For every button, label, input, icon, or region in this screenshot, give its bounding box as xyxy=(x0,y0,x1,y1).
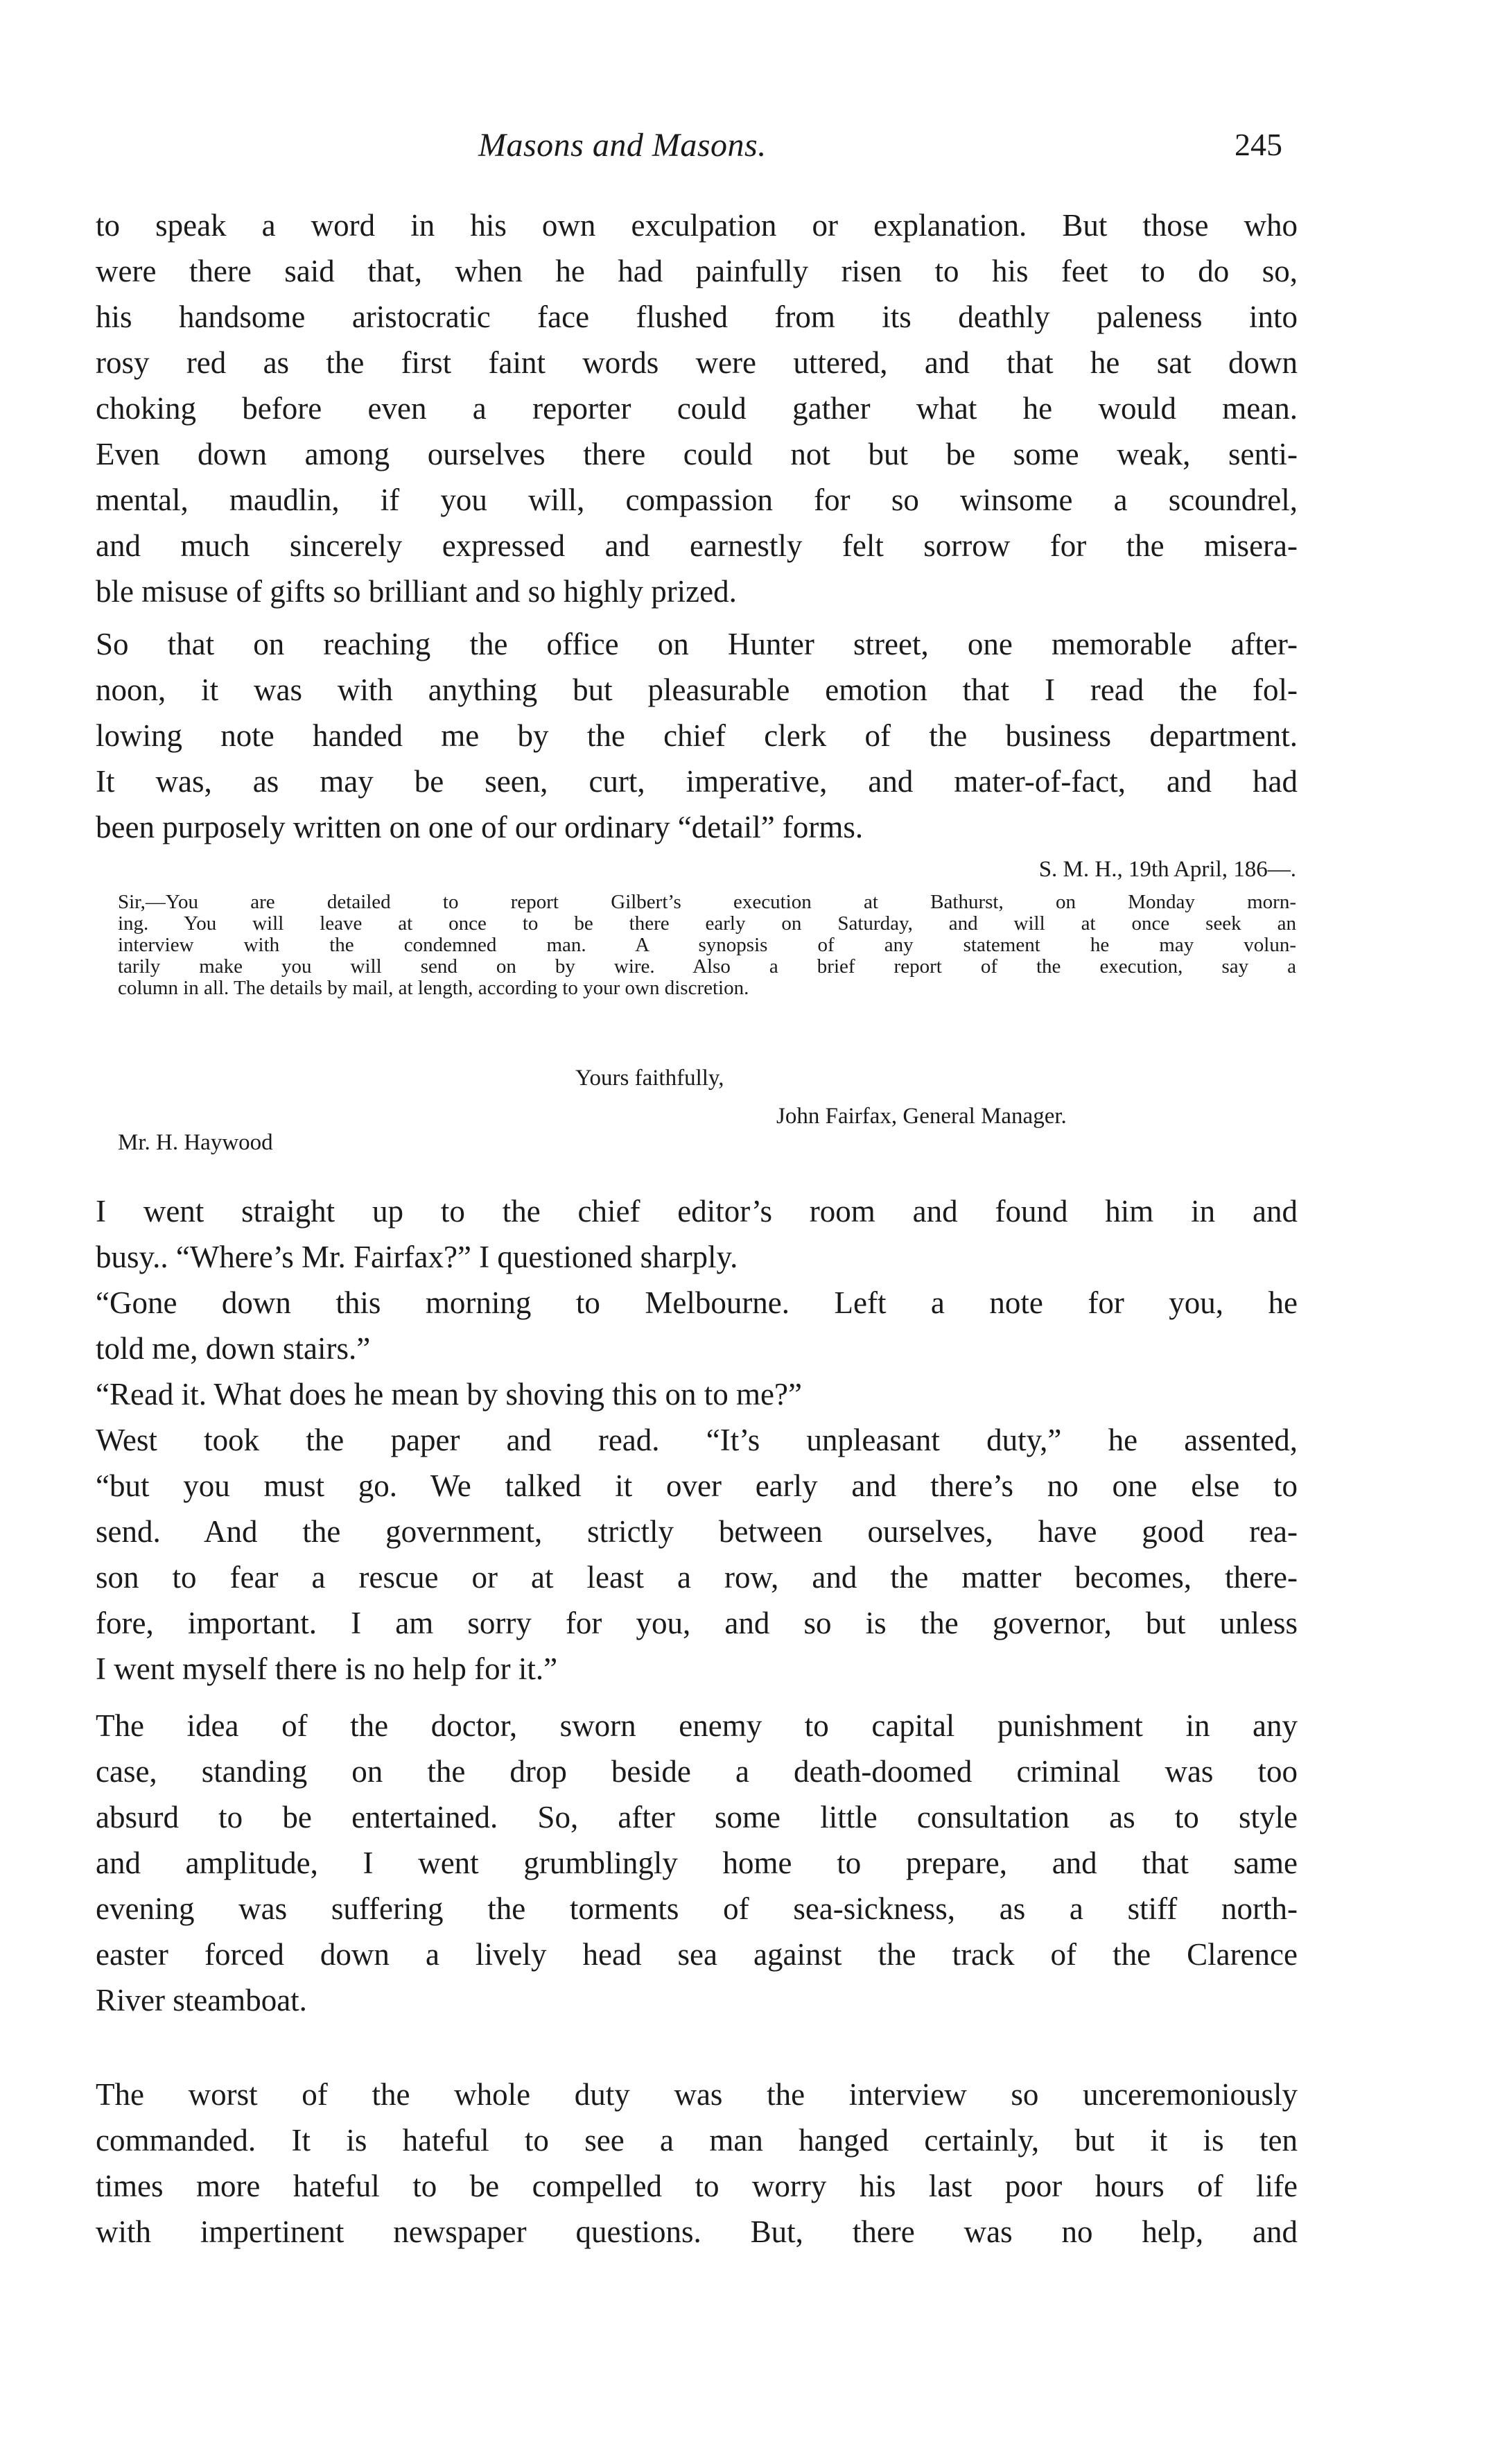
text-block-dialogue xyxy=(96,1188,1298,1692)
text-line: absurd to be entertained. So, after some little consultation as to style xyxy=(96,1800,1298,1834)
text-line: choking before even a reporter could gather what he would mean. xyxy=(96,391,1298,426)
running-title: Masons and Masons. xyxy=(478,127,767,164)
text-line: ble misuse of gifts so brilliant and so highly prized. xyxy=(96,574,737,609)
memo-closing: Yours faithfully, xyxy=(575,1066,724,1091)
memo-addressee: Mr. H. Haywood xyxy=(118,1130,273,1155)
text-line: to speak a word in his own exculpation or explanation. But those who xyxy=(96,208,1298,243)
paragraph xyxy=(96,1371,1298,1417)
text-line: The idea of the doctor, sworn enemy to capital punishment in any xyxy=(96,1708,1298,1743)
text-line: It was, as may be seen, curt, imperative, and mater-of-fact, and had xyxy=(96,764,1298,799)
paragraph xyxy=(96,2072,1298,2255)
text-line: evening was suffering the torments of sea-sickness, as a stiff north- xyxy=(96,1891,1298,1926)
text-line: fore, important. I am sorry for you, and so is the governor, but unless xyxy=(96,1606,1298,1640)
text-line: River steamboat. xyxy=(96,1983,307,2018)
memo-body xyxy=(118,892,1296,999)
paragraph xyxy=(96,202,1298,614)
text-line: “Read it. What does he mean by shoving this on to me?” xyxy=(96,1377,802,1412)
paragraph xyxy=(96,1417,1298,1692)
paragraph xyxy=(96,1280,1298,1371)
text-line: West took the paper and read. “It’s unpleasant duty,” he assented, xyxy=(96,1423,1298,1457)
memo-signature: John Fairfax, General Manager. xyxy=(776,1104,1067,1129)
text-line: times more hateful to be compelled to worry his last poor hours of life xyxy=(96,2169,1298,2203)
page-number: 245 xyxy=(1235,127,1282,162)
text-line: rosy red as the first faint words were uttered, and that he sat down xyxy=(96,345,1298,380)
text-line: and much sincerely expressed and earnestly felt sorrow for the misera- xyxy=(96,528,1298,563)
text-block-doctor xyxy=(96,1703,1298,2023)
memo-line: ing. You will leave at once to be there early on Saturday, and will at once seek an xyxy=(118,912,1296,935)
text-line: “but you must go. We talked it over early and there’s no one else to xyxy=(96,1468,1298,1503)
text-line: send. And the government, strictly between ourselves, have good rea- xyxy=(96,1514,1298,1549)
text-line: son to fear a rescue or at least a row, and the matter becomes, there- xyxy=(96,1560,1298,1595)
text-block-top xyxy=(96,202,1298,614)
running-header xyxy=(90,126,1282,182)
text-line: and amplitude, I went grumblingly home to prepare, and that same xyxy=(96,1846,1298,1880)
memo-line: column in all. The details by mail, at length, according to your own discretion. xyxy=(118,977,749,999)
text-block-bottom xyxy=(96,2072,1298,2255)
paragraph xyxy=(96,1188,1298,1280)
text-line: his handsome aristocratic face flushed from its deathly paleness into xyxy=(96,300,1298,334)
text-line: So that on reaching the office on Hunter street, one memorable after- xyxy=(96,627,1298,661)
paragraph xyxy=(96,1703,1298,2023)
text-line: lowing note handed me by the chief clerk of the business department. xyxy=(96,718,1298,753)
memo-date-line: S. M. H., 19th April, 186—. xyxy=(1038,857,1296,882)
text-line: told me, down stairs.” xyxy=(96,1331,371,1366)
text-line: “Gone down this morning to Melbourne. Left a note for you, he xyxy=(96,1285,1298,1320)
memo-line: tarily make you will send on by wire. Also a brief report of the execution, say a xyxy=(118,955,1296,978)
text-line: easter forced down a lively head sea against the track of the Clarence xyxy=(96,1937,1298,1972)
text-line: The worst of the whole duty was the interview so unceremoniously xyxy=(96,2077,1298,2112)
memo-line: Sir,—You are detailed to report Gilbert’s execution at Bathurst, on Monday morn- xyxy=(118,891,1296,913)
text-line: I went myself there is no help for it.” xyxy=(96,1651,558,1686)
text-line: I went straight up to the chief editor’s room and found him in and xyxy=(96,1194,1298,1229)
text-line: case, standing on the drop beside a death-doomed criminal was too xyxy=(96,1754,1298,1789)
text-line: mental, maudlin, if you will, compassion for so winsome a scoundrel, xyxy=(96,483,1298,517)
text-block-note-intro xyxy=(96,621,1298,850)
text-line: were there said that, when he had painfully risen to his feet to do so, xyxy=(96,254,1298,288)
memo-line: interview with the condemned man. A synopsis of any statement he may volun- xyxy=(118,934,1296,956)
text-line: commanded. It is hateful to see a man hanged certainly, but it is ten xyxy=(96,2123,1298,2158)
text-line: busy.. “Where’s Mr. Fairfax?” I questioned sharply. xyxy=(96,1240,738,1274)
text-line: with impertinent newspaper questions. But, there was no help, and xyxy=(96,2214,1298,2249)
paragraph xyxy=(96,621,1298,850)
text-line: Even down among ourselves there could not but be some weak, senti- xyxy=(96,437,1298,471)
text-line: been purposely written on one of our ordinary “detail” forms. xyxy=(96,810,864,844)
text-line: noon, it was with anything but pleasurable emotion that I read the fol- xyxy=(96,673,1298,707)
